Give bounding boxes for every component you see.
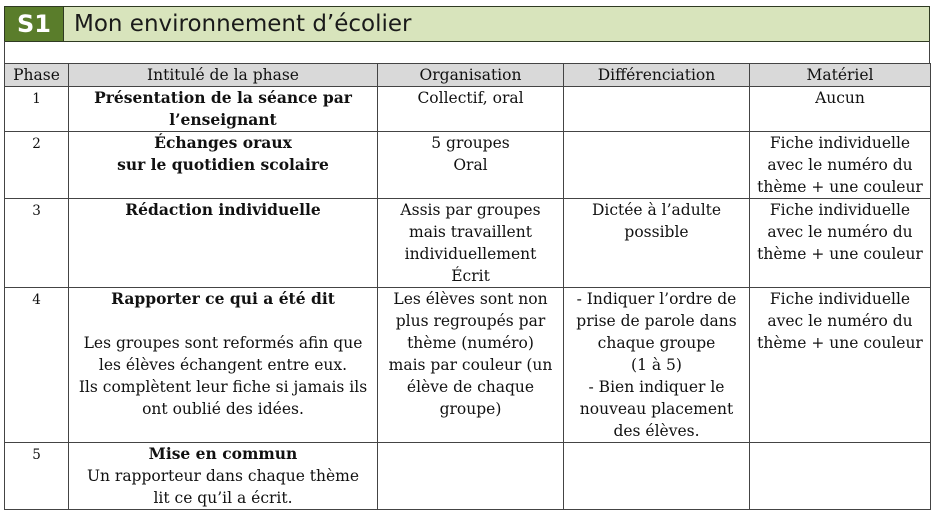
differenciation-line: possible: [624, 223, 689, 241]
table-row: [5, 87, 931, 132]
materiel-line: Fiche individuelle: [769, 201, 911, 219]
empty-row: [4, 41, 930, 64]
table-row: [5, 288, 931, 443]
phase-description-line: Ils complètent leur fiche si jamais ils: [78, 378, 368, 396]
phases-table: [4, 63, 931, 510]
column-header-title: Intitulé de la phase: [69, 64, 378, 87]
organisation-line: Écrit: [451, 267, 490, 285]
differenciation-cell: [564, 199, 750, 288]
phase-title-cell: [69, 288, 378, 443]
differenciation-cell: [564, 443, 750, 510]
table-row: [5, 199, 931, 288]
phase-description-line: Les groupes sont reformés afin que: [83, 334, 363, 352]
differenciation-line: chaque groupe: [597, 334, 716, 352]
materiel-line: thème + une couleur: [757, 334, 923, 352]
phase-description-line: lit ce qu’il a écrit.: [153, 489, 293, 507]
phase-title-line: Présentation de la séance par: [94, 88, 352, 107]
phase-title-line: Mise en commun: [148, 444, 298, 463]
phase-title-line: l’enseignant: [169, 110, 277, 129]
table-row: [5, 132, 931, 199]
differenciation-line: Dictée à l’adulte: [591, 201, 722, 219]
phase-description-line: les élèves échangent entre eux.: [98, 356, 348, 374]
organisation-line: mais par couleur (un: [388, 356, 553, 374]
materiel-cell: [750, 87, 931, 132]
organisation-line: Les élèves sont non: [393, 290, 548, 308]
materiel-line: Fiche individuelle: [769, 134, 911, 152]
phase-title-line: Rédaction individuelle: [125, 200, 321, 219]
organisation-line: plus regroupés par: [395, 312, 546, 330]
materiel-line: Aucun: [815, 89, 865, 107]
column-header-organisation: Organisation: [378, 64, 564, 87]
phase-title-cell: [69, 132, 378, 199]
organisation-cell: [378, 288, 564, 443]
differenciation-line: - Indiquer l’ordre de: [576, 290, 737, 308]
phase-number: 4: [5, 288, 69, 443]
phase-number: 3: [5, 199, 69, 288]
phase-title-line: Échanges oraux: [154, 133, 292, 152]
organisation-line: Collectif, oral: [417, 89, 524, 107]
organisation-line: Oral: [453, 156, 488, 174]
phase-number: 1: [5, 87, 69, 132]
organisation-line: 5 groupes: [431, 134, 510, 152]
organisation-line: individuellement: [404, 245, 537, 263]
materiel-line: avec le numéro du: [767, 156, 913, 174]
phase-title-line: Rapporter ce qui a été dit: [111, 289, 335, 308]
column-header-differenciation: Différenciation: [564, 64, 750, 87]
session-title: Mon environnement d’écolier: [64, 7, 929, 41]
column-header-materiel: Matériel: [750, 64, 931, 87]
materiel-line: avec le numéro du: [767, 223, 913, 241]
phase-title-cell: [69, 199, 378, 288]
table-header-row: [5, 64, 931, 87]
differenciation-cell: [564, 288, 750, 443]
phase-number: 2: [5, 132, 69, 199]
materiel-cell: [750, 132, 931, 199]
differenciation-line: nouveau placement: [579, 400, 734, 418]
organisation-cell: [378, 199, 564, 288]
organisation-line: thème (numéro): [407, 334, 534, 352]
phase-number: 5: [5, 443, 69, 510]
organisation-line: Assis par groupes: [400, 201, 541, 219]
materiel-cell: [750, 199, 931, 288]
column-header-phase: Phase: [5, 64, 69, 87]
materiel-line: thème + une couleur: [757, 245, 923, 263]
materiel-line: Fiche individuelle: [769, 290, 911, 308]
differenciation-line: (1 à 5): [631, 356, 682, 374]
phase-title-cell: [69, 443, 378, 510]
phase-description-line: Un rapporteur dans chaque thème: [86, 467, 360, 485]
phase-title-line: sur le quotidien scolaire: [117, 155, 329, 174]
differenciation-cell: [564, 87, 750, 132]
materiel-cell: [750, 443, 931, 510]
session-code: S1: [5, 7, 64, 41]
table-row: [5, 443, 931, 510]
organisation-cell: [378, 443, 564, 510]
organisation-line: groupe): [439, 400, 502, 418]
differenciation-line: des élèves.: [613, 422, 700, 440]
phase-description-line: ont oublié des idées.: [142, 400, 304, 418]
phase-title-cell: [69, 87, 378, 132]
organisation-cell: [378, 87, 564, 132]
organisation-line: mais travaillent: [409, 223, 532, 241]
materiel-line: thème + une couleur: [757, 178, 923, 196]
differenciation-line: - Bien indiquer le: [588, 378, 725, 396]
differenciation-line: prise de parole dans: [576, 312, 737, 330]
differenciation-cell: [564, 132, 750, 199]
organisation-cell: [378, 132, 564, 199]
materiel-line: avec le numéro du: [767, 312, 913, 330]
session-header: [4, 6, 930, 42]
organisation-line: élève de chaque: [406, 378, 535, 396]
materiel-cell: [750, 288, 931, 443]
